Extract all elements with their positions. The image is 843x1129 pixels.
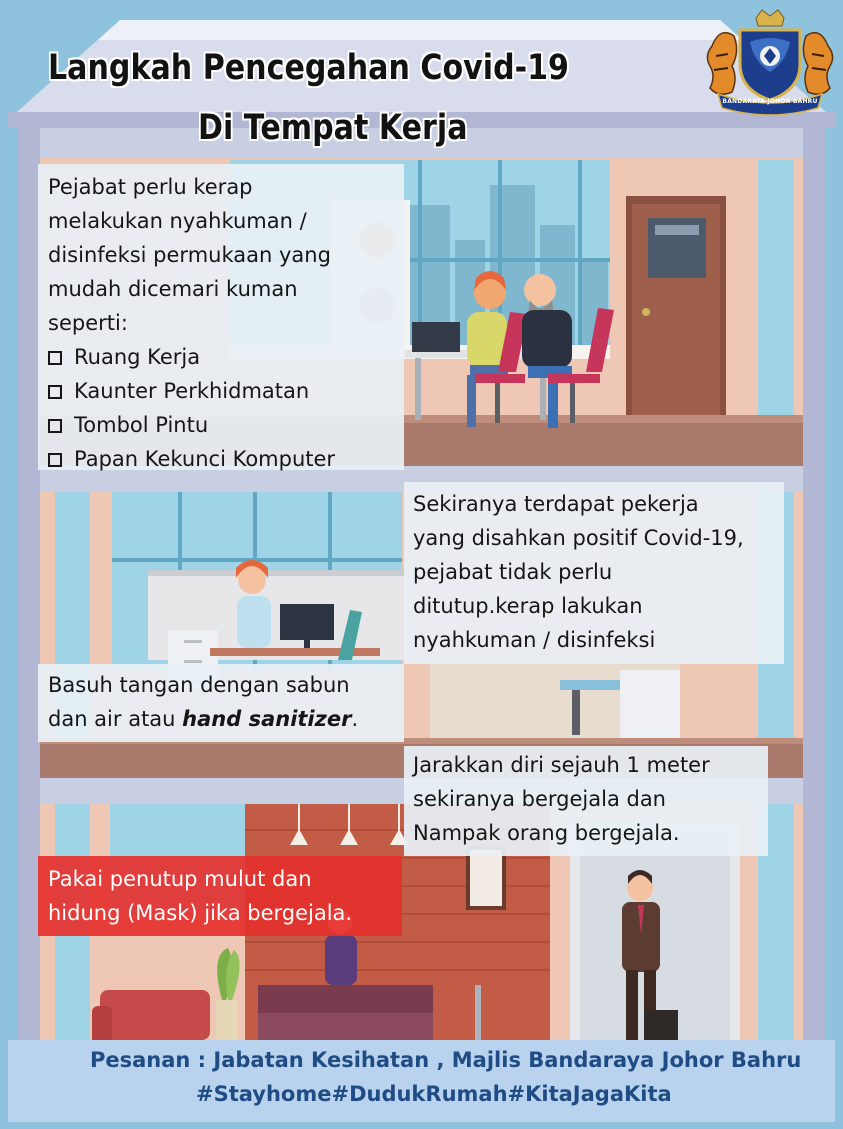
footer-hashtags: #Stayhome#DudukRumah#KitaJagaKita [196, 1082, 672, 1106]
title-line-2: Di Tempat Kerja [198, 108, 468, 148]
hand-sanitizer-term: hand sanitizer [182, 707, 352, 731]
crest-ribbon-text: BANDARAYA JOHOR BAHRU [722, 98, 818, 105]
checkbox-icon [48, 453, 62, 467]
checklist-item [48, 340, 335, 374]
positive-case-text [413, 487, 744, 657]
handwash-line-1: Basuh tangan dengan sabun [48, 673, 350, 697]
distancing-line: Nampak orang bergejala. [413, 821, 680, 845]
mask-text [48, 862, 352, 930]
checkbox-icon [48, 419, 62, 433]
mask-line: hidung (Mask) jika bergejala. [48, 901, 353, 925]
disinfection-line: melakukan nyahkuman / [48, 209, 307, 233]
checklist-item-label: Kaunter Perkhidmatan [74, 379, 310, 403]
handwash-line-2-suffix: . [351, 707, 359, 731]
checklist-item [48, 442, 335, 476]
positive-case-line: pejabat tidak perlu [413, 560, 613, 584]
positive-case-line: nyahkuman / disinfeksi [413, 628, 656, 652]
distancing-line: Jarakkan diri sejauh 1 meter [413, 753, 710, 777]
positive-case-line: ditutup.kerap lakukan [413, 594, 643, 618]
checkbox-icon [48, 385, 62, 399]
handwash-line-2-prefix: dan air atau [48, 707, 183, 731]
disinfection-line: Pejabat perlu kerap [48, 175, 253, 199]
disinfection-line: disinfeksi permukaan yang [48, 243, 331, 267]
disinfection-line: mudah dicemari kuman [48, 277, 298, 301]
checkbox-icon [48, 351, 62, 365]
checklist-item [48, 374, 335, 408]
title-line-1: Langkah Pencegahan Covid-19 [48, 48, 570, 88]
checklist-item [48, 408, 335, 442]
positive-case-line: Sekiranya terdapat pekerja [413, 492, 699, 516]
positive-case-line: yang disahkan positif Covid-19, [413, 526, 744, 550]
johor-bahru-crest-icon [706, 6, 834, 120]
footer-message: Pesanan : Jabatan Kesihatan , Majlis Bandaraya Johor Bahru [90, 1048, 802, 1072]
distancing-text [413, 748, 710, 850]
distancing-line: sekiranya bergejala dan [413, 787, 666, 811]
handwash-text [48, 668, 358, 736]
checklist-item-label: Tombol Pintu [74, 413, 209, 437]
disinfection-text [48, 170, 335, 476]
mask-line: Pakai penutup mulut dan [48, 867, 312, 891]
checklist-item-label: Papan Kekunci Komputer [74, 447, 336, 471]
disinfection-line: seperti: [48, 311, 128, 335]
handwash-line-2 [48, 702, 358, 736]
checklist-item-label: Ruang Kerja [74, 345, 201, 369]
